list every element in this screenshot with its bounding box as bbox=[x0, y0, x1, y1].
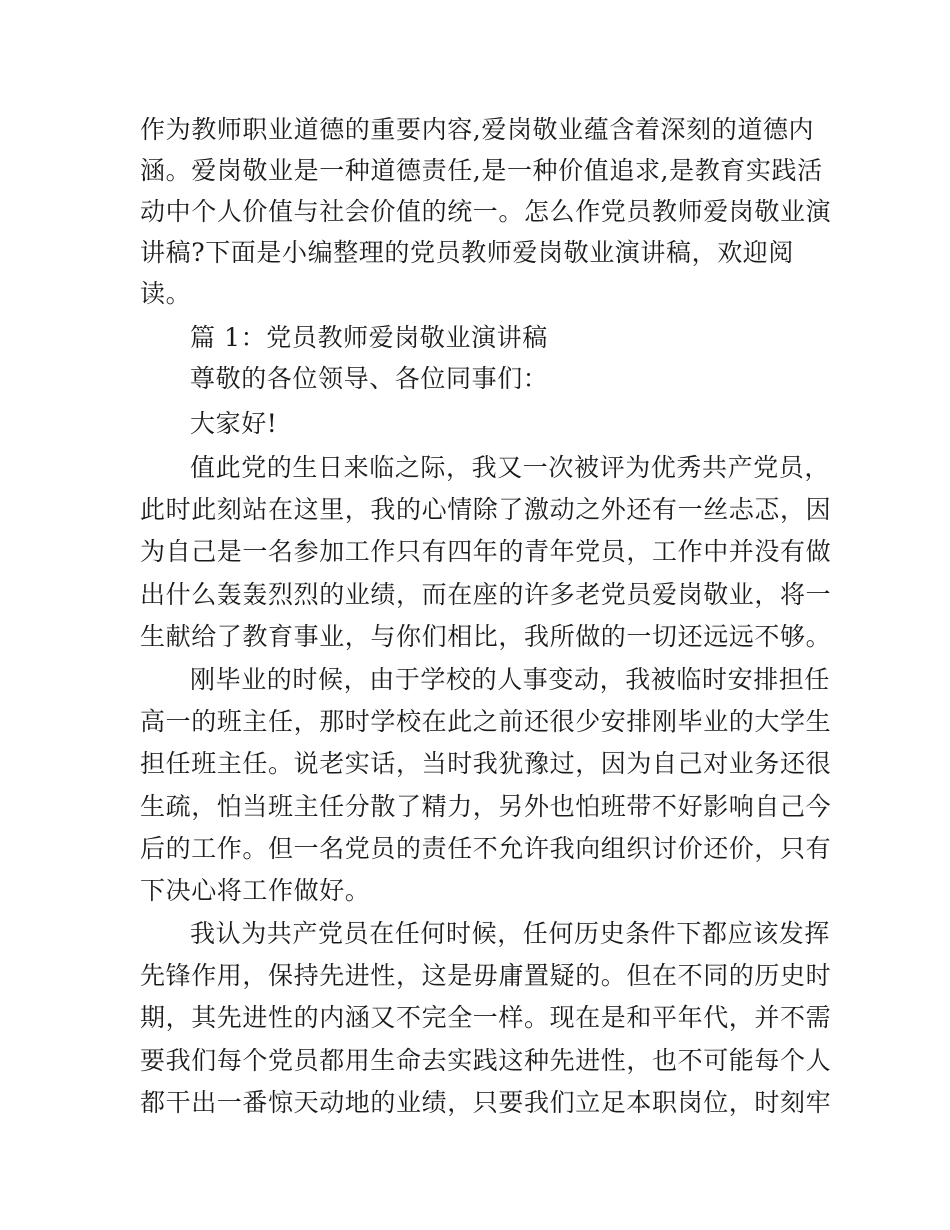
paragraph-intro-line: 涵。爱岗敬业是一种道德责任,是一种价值追求,是教育实践活 bbox=[140, 156, 823, 185]
paragraph-3-line: 都干出一番惊天动地的业绩，只要我们立足本职岗位，时刻牢 bbox=[140, 1088, 832, 1117]
paragraph-intro-line: 讲稿?下面是小编整理的党员教师爱岗敬业演讲稿，欢迎阅 bbox=[140, 238, 795, 267]
paragraph-2-line: 刚毕业的时候，由于学校的人事变动，我被临时安排担任 bbox=[190, 665, 831, 694]
paragraph-3-line: 先锋作用，保持先进性，这是毋庸置疑的。但在不同的历史时 bbox=[140, 961, 832, 990]
greeting: 大家好! bbox=[190, 409, 278, 438]
section-heading: 篇 1：党员教师爱岗敬业演讲稿 bbox=[190, 323, 548, 352]
paragraph-intro-line: 作为教师职业道德的重要内容,爱岗敬业蕴含着深刻的道德内 bbox=[140, 115, 815, 144]
paragraph-1-line: 此时此刻站在这里，我的心情除了激动之外还有一丝忐忑，因 bbox=[140, 495, 832, 524]
paragraph-intro-line: 读。 bbox=[140, 279, 192, 308]
salutation: 尊敬的各位领导、各位同事们： bbox=[190, 364, 549, 393]
paragraph-3-line: 我认为共产党员在任何时候，任何历史条件下都应该发挥 bbox=[190, 919, 831, 948]
paragraph-1-line: 生献给了教育事业，与你们相比，我所做的一切还远远不够。 bbox=[140, 622, 832, 651]
paragraph-1-line: 值此党的生日来临之际，我又一次被评为优秀共产党员， bbox=[190, 453, 831, 482]
paragraph-2-line: 高一的班主任，那时学校在此之前还很少安排刚毕业的大学生 bbox=[140, 707, 832, 736]
paragraph-3-line: 期，其先进性的内涵又不完全一样。现在是和平年代，并不需 bbox=[140, 1003, 832, 1032]
paragraph-2-line: 生疏，怕当班主任分散了精力，另外也怕班带不好影响自己今 bbox=[140, 792, 832, 821]
paragraph-2-line: 下决心将工作做好。 bbox=[140, 876, 371, 905]
paragraph-3-line: 要我们每个党员都用生命去实践这种先进性，也不可能每个人 bbox=[140, 1046, 832, 1075]
paragraph-2-line: 担任班主任。说老实话，当时我犹豫过，因为自己对业务还很 bbox=[140, 749, 832, 778]
paragraph-1-line: 为自己是一名参加工作只有四年的青年党员，工作中并没有做 bbox=[140, 537, 832, 566]
paragraph-intro-line: 动中个人价值与社会价值的统一。怎么作党员教师爱岗敬业演 bbox=[140, 197, 832, 226]
paragraph-1-line: 出什么轰轰烈烈的业绩，而在座的许多老党员爱岗敬业，将一 bbox=[140, 580, 832, 609]
paragraph-2-line: 后的工作。但一名党员的责任不允许我向组织讨价还价，只有 bbox=[140, 834, 832, 863]
